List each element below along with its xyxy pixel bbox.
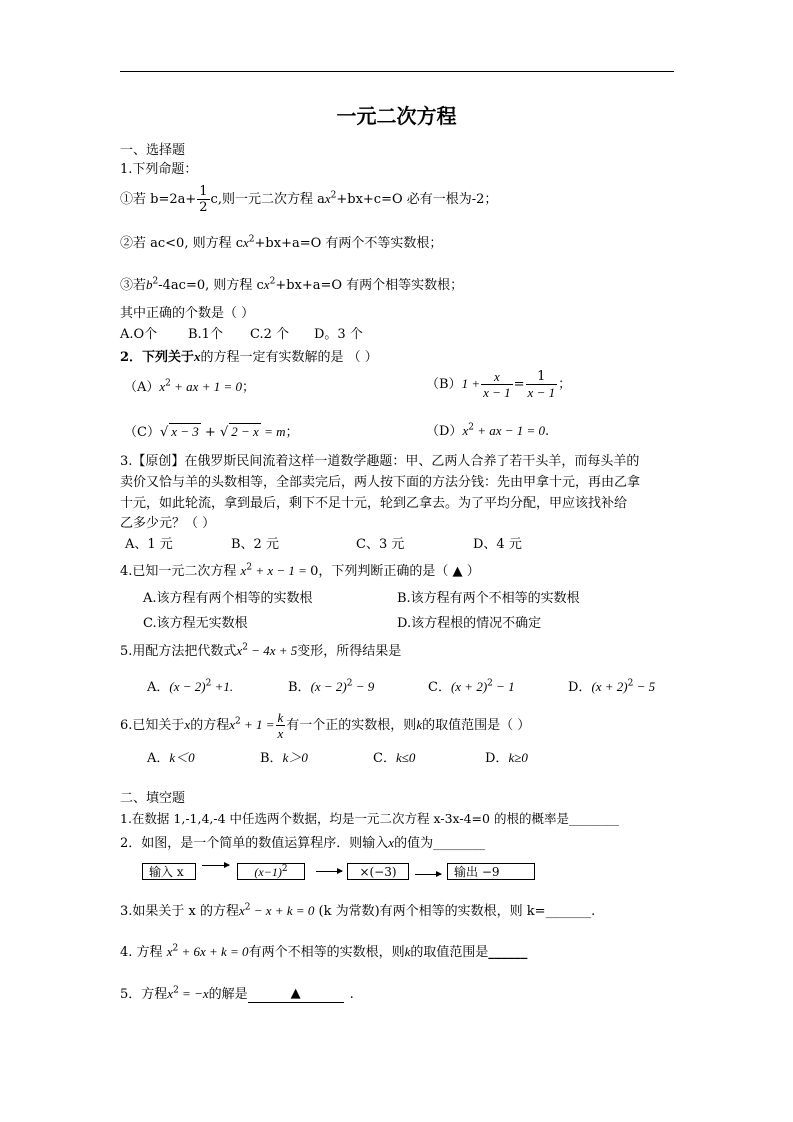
- flow-box-input: 输入 x: [142, 863, 196, 880]
- q3-option-b: B、2 元: [231, 537, 279, 552]
- q3-line-2: 卖价又恰与羊的头数相等，全部卖完后，两人按下面的方法分钱：先由甲拿十元，再由乙拿: [120, 475, 641, 490]
- sqrt-icon: √: [219, 425, 229, 440]
- q1-option-c: C.2 个: [250, 327, 290, 342]
- flow-box-output: 输出 −9: [447, 863, 535, 880]
- sqrt-icon: √: [159, 425, 169, 440]
- q1-stem: 1.下列命题：: [120, 162, 198, 177]
- fill-5: 5．方程$x^2 = -x$的解是 ▲ .: [120, 985, 354, 1002]
- q4-stem: 4.已知一元二次方程 $x^2 + x - 1 = 0$，下列判断正确的是（ ▲ ）: [120, 562, 480, 579]
- q2-option-a: $(A)x^2$ + ax + 1 = 0；: [124, 378, 256, 395]
- flow-arrow-1: [202, 865, 229, 866]
- q4-option-a: A.该方程有两个相等的实数根: [143, 591, 313, 606]
- flow-arrow-2: [316, 871, 342, 872]
- fill-2-stem: 2．如图，是一个简单的数值运算程序．则输入x的值为________: [120, 835, 486, 851]
- q5-option-d: D．$(x + 2)^2 - 5$: [568, 678, 656, 695]
- q2-option-c: （C）√ x − 3 + √ 2 − x = m；: [124, 424, 299, 440]
- q4-option-c: C.该方程无实数根: [143, 616, 248, 631]
- q1-proposition-3: ③若$b^2-4ac=0$, 则方程 $cx^2+bx+a=O$ 有两个相等实数根；: [120, 276, 464, 293]
- q6-option-d: D．k≥0: [485, 750, 528, 766]
- q1-option-a: A.O个: [120, 327, 158, 342]
- q3-option-c: C、3 元: [356, 537, 405, 552]
- q3-option-a: A、1 元: [125, 537, 173, 552]
- q2-option-d: $(D)x^2$ + ax − 1 = 0.: [426, 422, 550, 439]
- q3-line-1: 3.【原创】在俄罗斯民间流着这样一道数学趣题：甲、乙两人合养了若干头羊，而每头羊的: [120, 454, 640, 469]
- answer-blank: [248, 986, 344, 1003]
- q1-ask: 其中正确的个数是（ ）: [120, 306, 255, 321]
- q6-option-b: B．k＞0: [260, 750, 308, 766]
- flow-box-square: $(x-1)^2$: [237, 863, 305, 880]
- q3-option-d: D、4 元: [473, 537, 522, 552]
- q1-option-b: B.1个: [188, 327, 223, 342]
- section-heading-fill: 二、填空题: [120, 791, 186, 806]
- q1-proposition-2: ②若 ac<0, 则方程 $cx^2+bx+a=O$ 有两个不等实数根；: [120, 234, 443, 251]
- triangle-marker-icon: ▲: [290, 986, 301, 1001]
- section-heading-choice: 一、选择题: [120, 143, 186, 158]
- q1-proposition-1: ①若 b=2a+ $\frac{1}{2}$ c,则一元二次方程 $ax^2+bx+c=O$ 必有一根为-2；: [120, 184, 498, 215]
- fraction-half: $\frac{1}{2}$: [199, 184, 208, 215]
- q2-stem: 2．下列关于x的方程一定有实数解的是 （ ）: [120, 349, 378, 365]
- q5-option-b: B．$(x - 2)^2 - 9$: [288, 678, 375, 695]
- q5-stem: 5.用配方法把代数式$x^2 - 4x + 5$变形，所得结果是: [120, 642, 402, 659]
- q6-option-c: C．k≤0: [373, 750, 416, 766]
- q1-option-d: D。3 个: [314, 327, 363, 342]
- flow-box-multiply: ×(−3): [347, 863, 409, 880]
- flow-arrow-3: [415, 874, 441, 875]
- q6-stem: 6.已知关于x的方程$x^2 + 1$ = $\frac{k}{x}$ 有一个正的实数根，则k的取值范围是（ ）: [120, 710, 531, 741]
- q2-option-b: （B）1 + $\frac{x}{x - 1}$ = $\frac{1}{x - 1}$ ；: [426, 369, 572, 400]
- fill-1: 1.在数据 1,-1,4,-4 中任选两个数据，均是一元二次方程 x-3x-4=0 的根的概率是________: [120, 811, 619, 826]
- q5-option-a: A．$(x - 2)^2 +1$.: [147, 678, 234, 695]
- q5-option-c: C．$(x + 2)^2 - 1$: [428, 678, 515, 695]
- fill-4: 4. 方程 $x^2 + 6x + k = 0$有两个不相等的实数根，则k的取值范围是______: [120, 943, 528, 960]
- page-title: 一元二次方程: [336, 104, 457, 128]
- q6-option-a: A．k＜0: [147, 750, 195, 766]
- q4-option-b: B.该方程有两个不相等的实数根: [397, 591, 580, 606]
- header-rule: [120, 71, 674, 72]
- q3-line-3: 十元，如此轮流，拿到最后，剩下不足十元，轮到乙拿去。为了平均分配，甲应该找补给: [120, 496, 628, 511]
- q4-option-d: D.该方程根的情况不确定: [397, 616, 542, 631]
- fill-3: 3.如果关于 x 的方程$x^2 - x + k = 0$ (k 为常数)有两个相等的实数根，则 k=_______.: [120, 902, 596, 919]
- q3-line-4: 乙多少元？（ ）: [120, 516, 216, 531]
- answer-blank: ______: [488, 945, 528, 960]
